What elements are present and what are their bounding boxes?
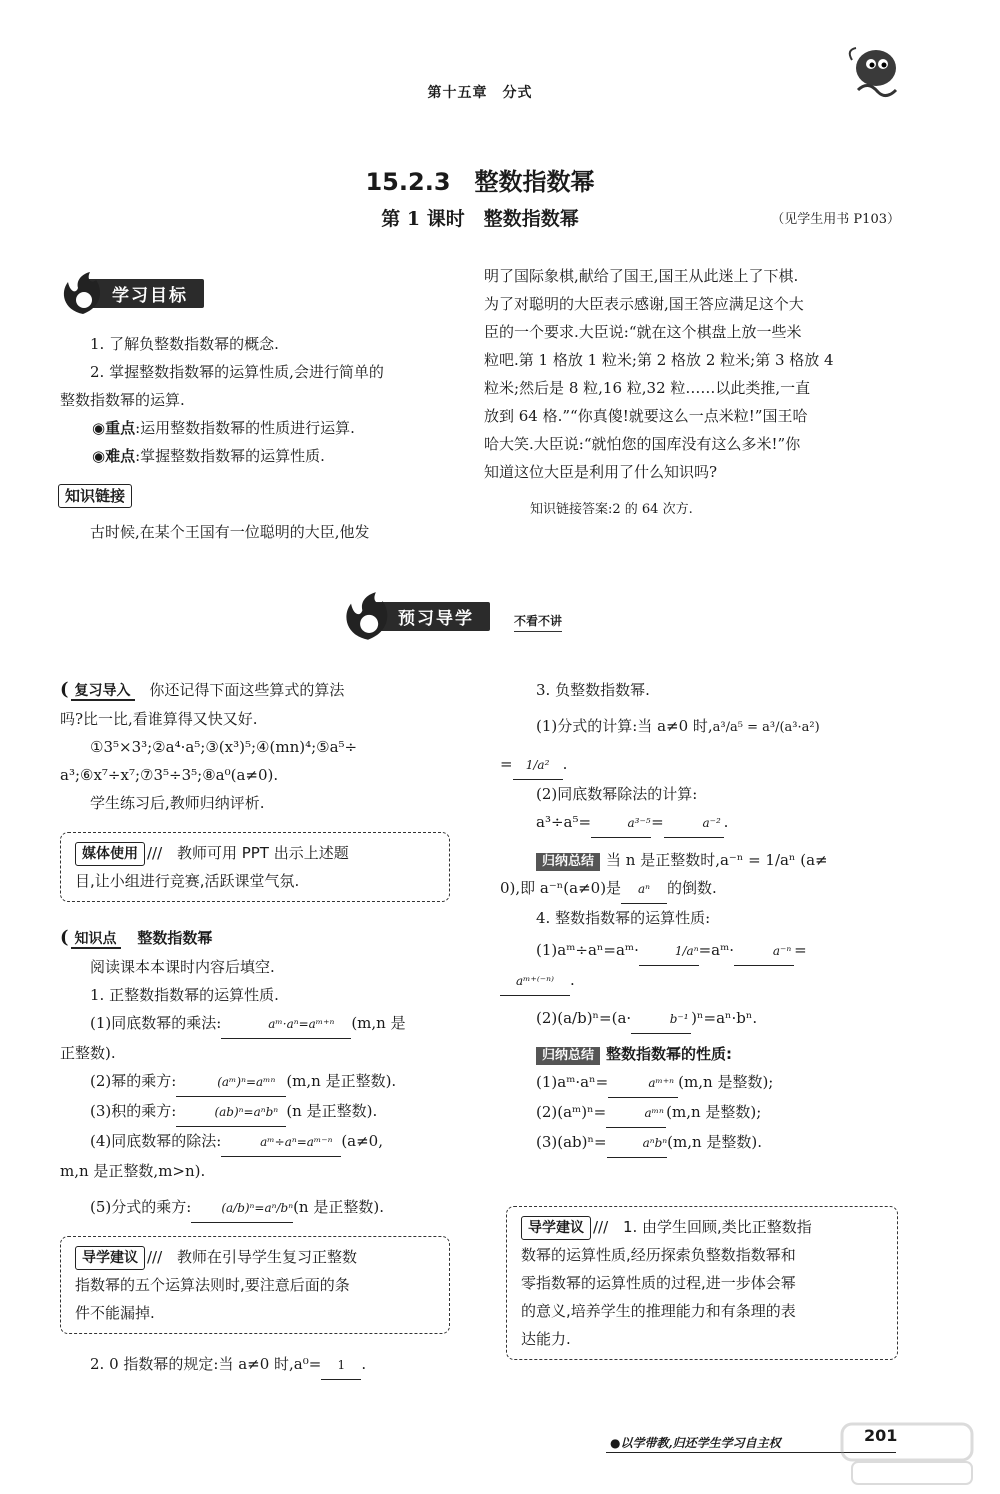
lesson-title: 第 1 课时 整数指数幂 xyxy=(381,208,579,230)
slash-icon: /// xyxy=(147,1248,163,1266)
formula-line: a³;⑥x⁷÷x⁷;⑦3⁵÷3⁵;⑧a⁰(a≠0). xyxy=(60,766,279,784)
q2-answer-2: a⁻² xyxy=(664,809,724,838)
read-line: 阅读课本本课时内容后填空. xyxy=(90,958,275,976)
t2: (2)(aᵐ)ⁿ= aᵐⁿ (m,n 是整数); xyxy=(500,1098,920,1128)
knowledge-link-tag xyxy=(58,484,132,508)
guide-label: 导学建议 xyxy=(521,1216,591,1240)
story-line: 粒米;然后是 8 粒,16 粒,32 粒……以此类推,一直 xyxy=(484,379,811,397)
s1-answer-3: aᵐ⁺⁽⁻ⁿ⁾ xyxy=(500,967,570,996)
footer-slogan: ●以学带教,归还学生学习自主权 xyxy=(610,1436,781,1450)
review-line: 吗?比一比,看谁算得又快又好. xyxy=(60,710,258,728)
s2: (2)(a/b)ⁿ=(a· b⁻¹ )ⁿ=aⁿ·bⁿ. xyxy=(500,1004,920,1034)
chapter-header: 第十五章 分式 xyxy=(427,85,533,101)
watermark-logo-icon xyxy=(832,1418,982,1488)
t3: (3)(ab)ⁿ= aⁿbⁿ(m,n 是整数). xyxy=(500,1128,920,1158)
key-point xyxy=(60,414,470,442)
s1-answer-2: a⁻ⁿ xyxy=(734,937,794,966)
summary-1-answer: aⁿ xyxy=(621,875,667,904)
rule-1-cont: 正整数). xyxy=(60,1044,116,1062)
goal-item: 整数指数幂的运算. xyxy=(60,391,185,409)
review-line: 你还记得下面这些算式的算法 xyxy=(149,681,345,699)
left-guide-box: 导学建议 /// 教师在引导学生复习正整数 指数幂的五个运算法则时,要注意后面的条 件不能漏掉. xyxy=(60,1236,450,1334)
page-number: 201 xyxy=(864,1426,898,1445)
s1-answer-1: 1/aⁿ xyxy=(639,937,699,966)
q1-result: = 1/a² . xyxy=(500,750,920,780)
goal-item: 2. 掌握整数指数幂的运算性质,会进行简单的 xyxy=(90,363,384,381)
p1: 1. 正整数指数幂的运算性质. xyxy=(90,986,279,1004)
rule-4-cont: m,n 是正整数,m>n). xyxy=(60,1162,206,1180)
guide-line: 导学建议 /// 教师在引导学生复习正整数 xyxy=(75,1243,435,1271)
link-line: 古时候,在某个王国有一位聪明的大臣,他发 xyxy=(90,523,370,541)
s2-answer: b⁻¹ xyxy=(631,1005,691,1034)
rule-4-answer: aᵐ÷aⁿ=aᵐ⁻ⁿ xyxy=(221,1128,341,1157)
knowledge-link-label: 知识链接 xyxy=(58,484,132,508)
section-title: 15.2.3 整数指数幂 xyxy=(365,168,595,196)
key-text: :运用整数指数幂的性质进行运算. xyxy=(135,419,355,437)
media-text: 目,让小组进行竞赛,活跃课堂气氛. xyxy=(75,872,300,890)
q2-line: a³÷a⁵= a³⁻⁵= a⁻² . xyxy=(500,808,920,838)
preview-banner-label: 预习导学 xyxy=(368,602,490,631)
s1: (1)aᵐ÷aⁿ=aᵐ· 1/aⁿ=aᵐ· a⁻ⁿ = xyxy=(500,936,920,966)
right-guide-box: 导学建议 /// 1. 由学生回顾,类比正整数指 数幂的运算性质,经历探索负整数指数幂和 零指数幂的运算性质的过程,进一步体会幂 的意义,培养学生的推理能力和有条理的表 达能力. xyxy=(506,1206,898,1360)
lesson-reference: （见学生用书 P103） xyxy=(771,212,900,227)
story-line: 为了对聪明的大臣表示感谢,国王答应满足这个大 xyxy=(484,295,804,313)
q2-answer-1: a³⁻⁵ xyxy=(591,809,651,838)
rule-5-answer: (a/b)ⁿ=aⁿ/bⁿ xyxy=(191,1194,293,1223)
slash-icon: /// xyxy=(593,1218,609,1236)
hard-label: ◉难点 xyxy=(92,447,136,465)
preview-banner xyxy=(338,590,562,642)
flame-icon xyxy=(58,270,108,316)
story-line: 哈大笑.大臣说:“就怕您的国库没有这么多米!”你 xyxy=(484,435,801,453)
rule-1: (1)同底数幂的乘法: aᵐ·aⁿ=aᵐ⁺ⁿ (m,n 是 xyxy=(60,1009,470,1039)
rule-5: (5)分式的乘方: (a/b)ⁿ=aⁿ/bⁿ(n 是正整数). xyxy=(60,1193,470,1223)
t1-answer: aᵐ⁺ⁿ xyxy=(608,1069,678,1098)
q1-fraction: a³/a⁵ = a³/(a³·a²) xyxy=(712,720,820,735)
summary-1: 归纳总结 当 n 是正整数时,a⁻ⁿ = 1/aⁿ (a≠ xyxy=(500,846,920,874)
goals-list xyxy=(60,330,470,470)
preview-banner-sub: 不看不讲 xyxy=(514,612,562,632)
slash-icon: /// xyxy=(147,844,163,862)
goal-item: 1. 了解负整数指数幂的概念. xyxy=(90,335,279,353)
media-line xyxy=(75,839,435,867)
formula-line: ①3⁵×3³;②a⁴·a⁵;③(x³)⁵;④(mn)⁴;⑤a⁵÷ xyxy=(90,738,358,756)
rule-3: (3)积的乘方: (ab)ⁿ=aⁿbⁿ (n 是正整数). xyxy=(60,1097,470,1127)
review-intro xyxy=(60,676,470,705)
summary-2: 归纳总结 整数指数幂的性质: xyxy=(500,1040,920,1068)
story-text xyxy=(484,262,914,486)
link-answer: 知识链接答案:2 的 64 次方. xyxy=(530,502,693,517)
rule-2: (2)幂的乘方: (aᵐ)ⁿ=aᵐⁿ (m,n 是正整数). xyxy=(60,1067,470,1097)
hard-point xyxy=(60,442,470,470)
rule-4: (4)同底数幂的除法: aᵐ÷aⁿ=aᵐ⁻ⁿ (a≠0, xyxy=(60,1127,470,1157)
media-text: 教师可用 PPT 出示上述题 xyxy=(176,844,349,862)
hard-text: :掌握整数指数幂的运算性质. xyxy=(135,447,325,465)
t2-answer: aᵐⁿ xyxy=(606,1099,666,1128)
p4: 4. 整数指数幂的运算性质: xyxy=(536,909,711,927)
summary-1-cont: 0),即 a⁻ⁿ(a≠0)是 aⁿ 的倒数. xyxy=(500,874,920,904)
kp-title: 整数指数幂 xyxy=(137,929,213,947)
guide-label: 导学建议 xyxy=(75,1246,145,1270)
flame-icon xyxy=(338,590,398,642)
story-line: 臣的一个要求.大臣说:“就在这个棋盘上放一些米 xyxy=(484,323,802,341)
s1-cont: aᵐ⁺⁽⁻ⁿ⁾ . xyxy=(500,966,920,996)
kp-label: 知识点 xyxy=(71,931,121,949)
bracket-icon: ( xyxy=(60,679,69,700)
story-line: 明了国际象棋,献给了国王,国王从此迷上了下棋. xyxy=(484,267,799,285)
review-after: 学生练习后,教师归纳评析. xyxy=(90,794,265,812)
q1: (1)分式的计算:当 a≠0 时,a³/a⁵ = a³/(a³·a²) xyxy=(536,717,820,735)
guide-line: 导学建议 /// 1. 由学生回顾,类比正整数指 xyxy=(521,1213,883,1241)
negative-exponent-section xyxy=(500,676,920,1158)
story-line: 粒吧.第 1 格放 1 粒米;第 2 格放 2 粒米;第 3 格放 4 xyxy=(484,351,834,369)
media-box xyxy=(60,832,450,902)
rule-3-answer: (ab)ⁿ=aⁿbⁿ xyxy=(176,1098,286,1127)
review-section xyxy=(60,676,470,817)
mascot-icon xyxy=(838,40,908,110)
review-label: 复习导入 xyxy=(71,683,135,701)
knowledge-point-section xyxy=(60,924,470,1223)
story-line: 放到 64 格.”“你真傻!就要这么一点米粒!”国王哈 xyxy=(484,407,808,425)
goals-banner-label: 学习目标 xyxy=(82,279,204,308)
key-label: ◉重点 xyxy=(92,419,136,437)
t3-answer: aⁿbⁿ xyxy=(607,1129,668,1158)
t1: (1)aᵐ·aⁿ= aᵐ⁺ⁿ (m,n 是整数); xyxy=(500,1068,920,1098)
goals-banner xyxy=(58,270,204,316)
kp-header xyxy=(60,924,470,953)
summary-label: 归纳总结 xyxy=(536,1047,600,1065)
bracket-icon: ( xyxy=(60,927,69,948)
summary-label: 归纳总结 xyxy=(536,853,600,871)
p3: 3. 负整数指数幂. xyxy=(536,681,650,699)
q2: (2)同底数幂除法的计算: xyxy=(536,785,698,803)
zero-answer: 1 xyxy=(321,1351,361,1380)
media-label: 媒体使用 xyxy=(75,842,145,866)
rule-2-answer: (aᵐ)ⁿ=aᵐⁿ xyxy=(176,1068,286,1097)
story-line: 知道这位大臣是利用了什么知识吗? xyxy=(484,463,718,481)
rule-1-answer: aᵐ·aⁿ=aᵐ⁺ⁿ xyxy=(221,1010,351,1039)
zero-exponent: 2. 0 指数幂的规定:当 a≠0 时,a⁰= 1 . xyxy=(90,1350,366,1380)
q1-answer: 1/a² xyxy=(513,751,563,780)
